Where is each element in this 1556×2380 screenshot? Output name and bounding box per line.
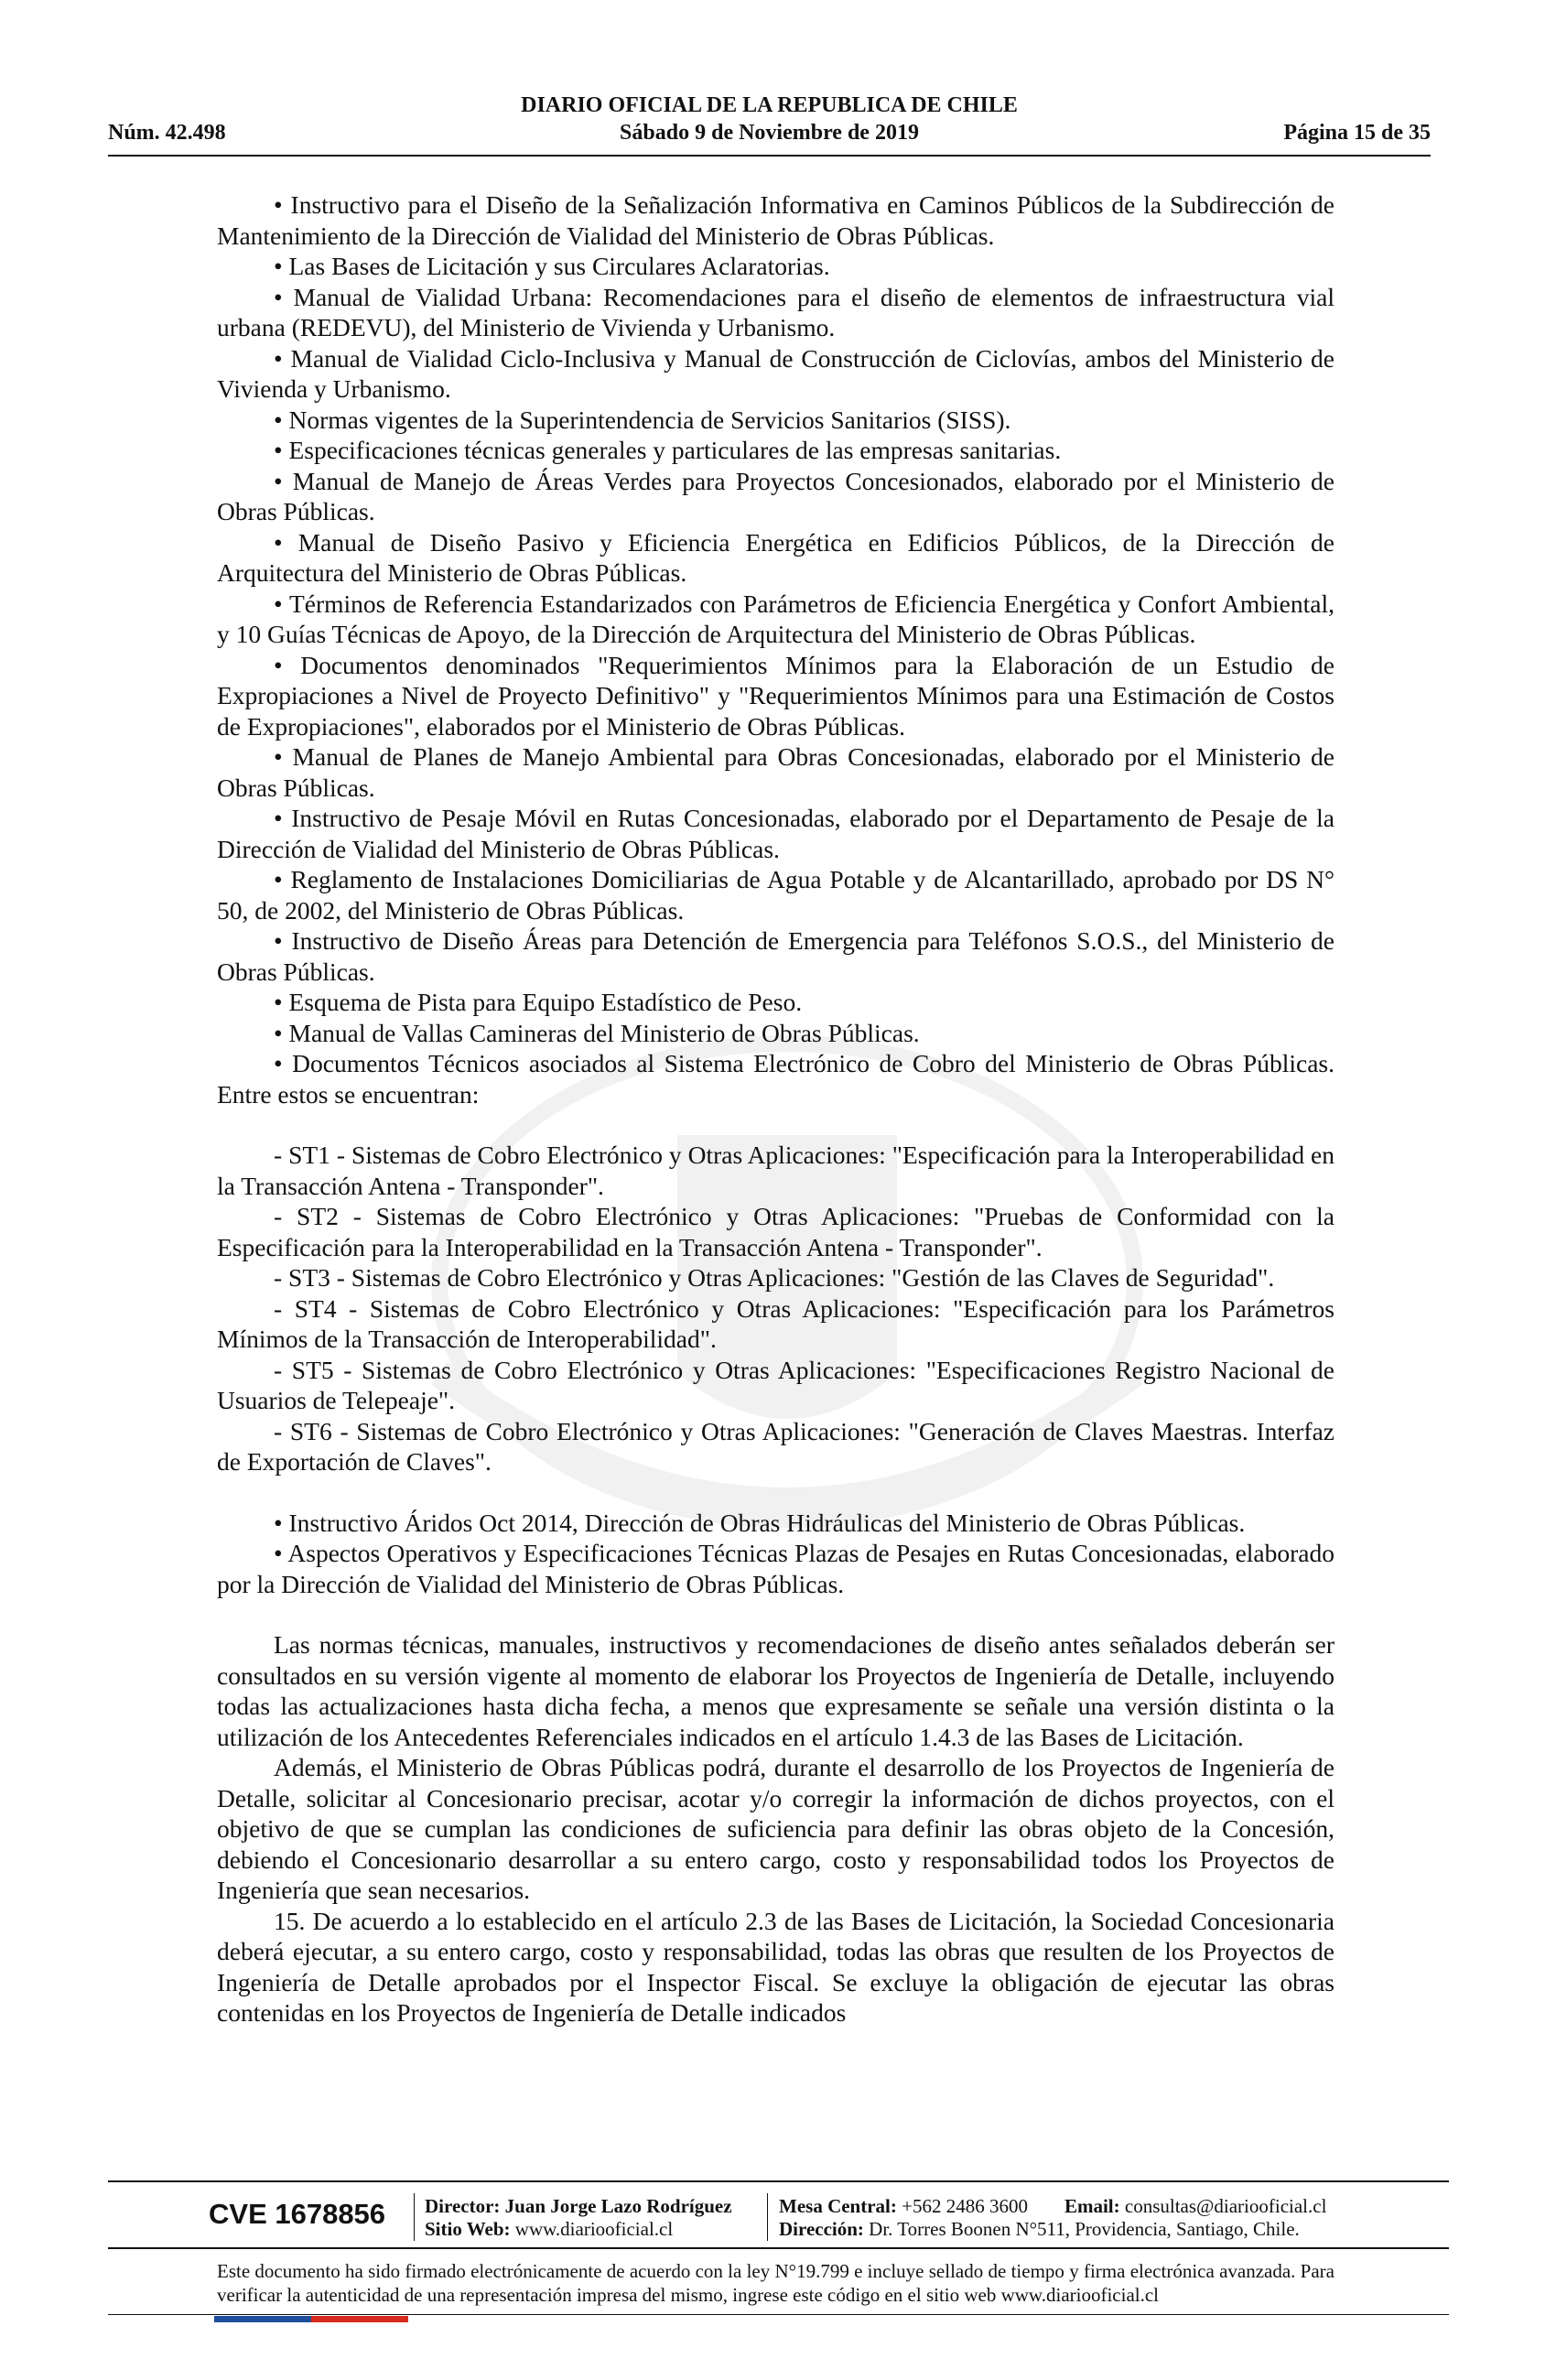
list-item: • Manual de Vialidad Ciclo-Inclusiva y Manual de Construcción de Ciclovías, ambos del Ministerio de Vivienda y Urbanismo. xyxy=(217,343,1334,403)
address-label: Dirección: xyxy=(779,2218,864,2240)
email-link[interactable]: consultas@diariooficial.cl xyxy=(1124,2195,1327,2217)
phone-label: Mesa Central: xyxy=(779,2195,897,2217)
list-item: • Esquema de Pista para Equipo Estadístico de Peso. xyxy=(274,988,803,1016)
st-item: - ST1 - Sistemas de Cobro Electrónico y Otras Aplicaciones: "Especificación para la Interoperabilidad en la Transacción Antena - Transponder". xyxy=(217,1141,1334,1200)
list-item: • Instructivo para el Diseño de la Señalización Informativa en Caminos Públicos de la Subdirección de Mantenimiento de la Dirección de Vialidad del Ministerio de Obras Públicas. xyxy=(217,190,1334,250)
list-item: • Reglamento de Instalaciones Domiciliarias de Agua Potable y de Alcantarillado, aprobado por DS N° 50, de 2002, del Ministerio de Obras Públicas. xyxy=(217,865,1334,925)
footer-divider-middle xyxy=(108,2247,1449,2249)
list-item: • Instructivo de Diseño Áreas para Detención de Emergencia para Teléfonos S.O.S., del Ministerio de Obras Públicas. xyxy=(217,926,1334,986)
spacer xyxy=(217,1109,1334,1140)
page-header xyxy=(108,92,1431,156)
spacer xyxy=(217,1599,1334,1629)
st-item: - ST5 - Sistemas de Cobro Electrónico y Otras Aplicaciones: "Especificaciones Registro Nacional de Usuarios de Telepeaje". xyxy=(217,1355,1334,1414)
footer-divider-bottom xyxy=(108,2314,1449,2315)
list-item: • Normas vigentes de la Superintendencia de Servicios Sanitarios (SISS). xyxy=(274,405,1011,434)
list-item: • Manual de Vallas Camineras del Ministerio de Obras Públicas. xyxy=(274,1018,920,1047)
list-item: • Manual de Planes de Manejo Ambiental para Obras Concesionadas, elaborado por el Ministerio de Obras Públicas. xyxy=(217,742,1334,802)
list-item: • Aspectos Operativos y Especificaciones Técnicas Plazas de Pesajes en Rutas Concesionadas, elaborado por la Dirección de Vialidad del Ministerio de Obras Públicas. xyxy=(217,1539,1334,1598)
list-item: • Instructivo Áridos Oct 2014, Dirección de Obras Hidráulicas del Ministerio de Obras Públicas. xyxy=(274,1508,1246,1537)
body-paragraph: Además, el Ministerio de Obras Públicas podrá, durante el desarrollo de los Proyectos de Ingeniería de Detalle, solicitar al Concesionario precisar, acotar y/o corregir la información de dichos proyectos, con el objetivo de que se cumplan las condiciones de suficiencia para definir las obras objeto de la Concesión, debiendo el Concesionario desarrollar a su entero cargo, costo y responsabilidad todos los Proyectos de Ingeniería que sean necesarios. xyxy=(217,1753,1334,1904)
list-item: • Instructivo de Pesaje Móvil en Rutas Concesionadas, elaborado por el Departamento de Pesaje de la Dirección de Vialidad del Ministerio de Obras Públicas. xyxy=(217,804,1334,863)
st-item: - ST6 - Sistemas de Cobro Electrónico y Otras Aplicaciones: "Generación de Claves Maestras. Interfaz de Exportación de Claves". xyxy=(217,1416,1334,1476)
footer-separator xyxy=(767,2193,768,2241)
list-item: • Términos de Referencia Estandarizados con Parámetros de Eficiencia Energética y Confort Ambiental, y 10 Guías Técnicas de Apoyo, de la Dirección de Arquitectura del Ministerio de Obras Públicas. xyxy=(217,589,1334,648)
list-item: • Documentos Técnicos asociados al Sistema Electrónico de Cobro del Ministerio de Obras Públicas. Entre estos se encuentran: xyxy=(217,1049,1334,1109)
spacer xyxy=(217,1477,1334,1508)
issue-date: Sábado 9 de Noviembre de 2019 xyxy=(620,121,919,145)
director-name: Juan Jorge Lazo Rodríguez xyxy=(504,2195,732,2217)
list-item: • Documentos denominados "Requerimientos Mínimos para la Elaboración de un Estudio de Expropiaciones a Nivel de Proyecto Definitivo" y "Requerimientos Mínimos para una Estimación de Costos de Expropiaciones", elaborados por el Ministerio de Obras Públicas. xyxy=(217,650,1334,741)
st-item: - ST2 - Sistemas de Cobro Electrónico y Otras Aplicaciones: "Pruebas de Conformidad con la Especificación para la Interoperabilidad en la Transacción Antena - Transponder". xyxy=(217,1202,1334,1261)
address-value: Dr. Torres Boonen N°511, Providencia, Santiago, Chile. xyxy=(869,2218,1300,2240)
flag-red-stripe xyxy=(311,2316,408,2322)
list-item: • Manual de Vialidad Urbana: Recomendaciones para el diseño de elementos de infraestructura vial urbana (REDEVU), del Ministerio de Vivienda y Urbanismo. xyxy=(217,282,1334,341)
newspaper-title: DIARIO OFICIAL DE LA REPUBLICA DE CHILE xyxy=(521,93,1018,117)
director-label: Director: xyxy=(425,2195,501,2217)
list-item: • Especificaciones técnicas generales y particulares de las empresas sanitarias. xyxy=(274,436,1062,464)
header-divider xyxy=(108,155,1431,157)
list-item: • Manual de Manejo de Áreas Verdes para Proyectos Concesionados, elaborado por el Ministerio de Obras Públicas. xyxy=(217,466,1334,525)
st-item: - ST4 - Sistemas de Cobro Electrónico y Otras Aplicaciones: "Especificación para los Parámetros Mínimos de la Transacción de Interoperabilidad". xyxy=(217,1293,1334,1353)
cve-code: CVE 1678856 xyxy=(209,2198,386,2230)
list-item: • Las Bases de Licitación y sus Circulares Aclaratorias. xyxy=(274,252,830,280)
phone-value: +562 2486 3600 xyxy=(902,2195,1028,2217)
list-item: • Manual de Diseño Pasivo y Eficiencia Energética en Edificios Públicos, de la Dirección de Arquitectura del Ministerio de Obras Públicas. xyxy=(217,527,1334,587)
site-label: Sitio Web: xyxy=(425,2218,511,2240)
st-item: - ST3 - Sistemas de Cobro Electrónico y Otras Aplicaciones: "Gestión de las Claves de Seguridad". xyxy=(274,1263,1275,1292)
body-paragraph: 15. De acuerdo a lo establecido en el artículo 2.3 de las Bases de Licitación, la Sociedad Concesionaria deberá ejecutar, a su entero cargo, costo y responsabilidad, todas las obras que resulten de los Proyectos de Ingeniería de Detalle aprobados por el Inspector Fiscal. Se excluye la obligación de ejecutar las obras contenidas en los Proyectos de Ingeniería de Detalle indicados xyxy=(217,1906,1334,2027)
page-number: Página 15 de 35 xyxy=(1283,121,1431,145)
issue-number: Núm. 42.498 xyxy=(108,121,226,145)
footer-director-block xyxy=(425,2195,732,2241)
site-link[interactable]: www.diariooficial.cl xyxy=(514,2218,674,2240)
body-paragraph: Las normas técnicas, manuales, instructivos y recomendaciones de diseño antes señalados deberán ser consultados en su versión vigente al momento de elaborar los Proyectos de Ingeniería de Detalle, incluyendo todas las actualizaciones hasta dicha fecha, a menos que expresamente se señale una versión distinta o la utilización de los Antecedentes Referenciales indicados en el artículo 1.4.3 de las Bases de Licitación. xyxy=(217,1630,1334,1751)
signature-note: Este documento ha sido firmado electrónicamente de acuerdo con la ley N°19.799 e incluye sellado de tiempo y firma electrónica avanzada. Para verificar la autenticidad de una representación impresa del mismo, ingrese este código en el sitio web www.diariooficial.cl xyxy=(217,2260,1334,2306)
footer-separator xyxy=(414,2193,415,2241)
flag-stripe xyxy=(214,2316,408,2322)
flag-blue-stripe xyxy=(214,2316,311,2322)
email-label: Email: xyxy=(1064,2195,1120,2217)
footer-contact-block xyxy=(779,2195,1326,2241)
footer-divider-top xyxy=(108,2180,1449,2182)
document-body xyxy=(217,189,1334,2028)
